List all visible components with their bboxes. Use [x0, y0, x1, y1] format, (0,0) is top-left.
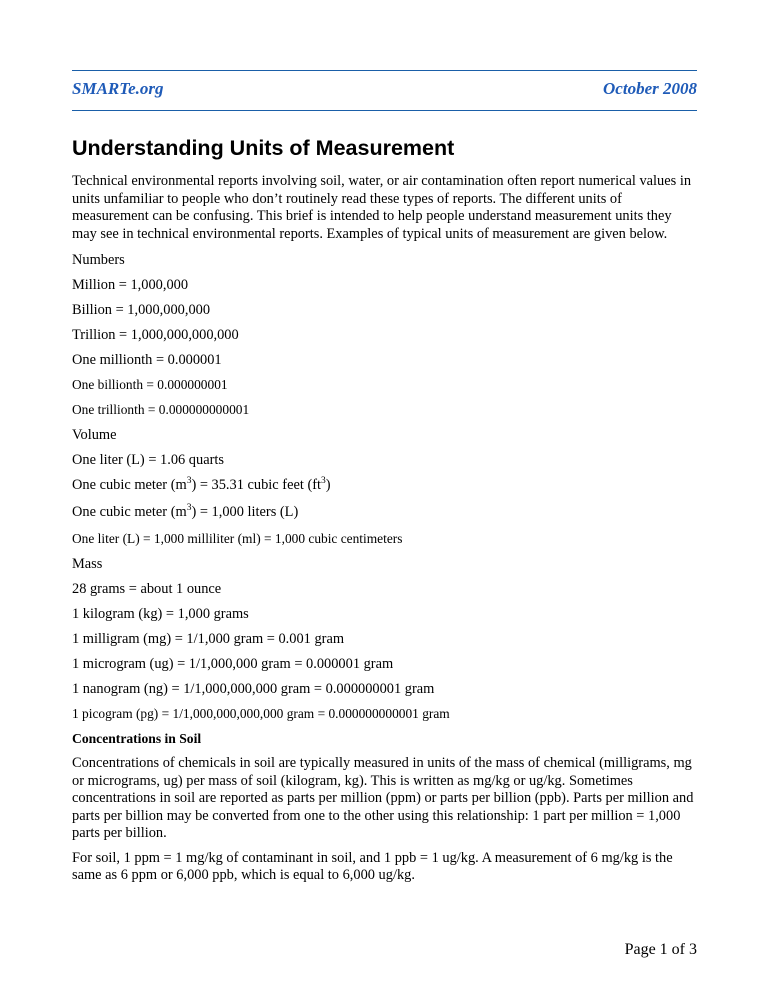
- header-rule-bottom: [72, 110, 697, 111]
- volume-text: ): [325, 477, 331, 493]
- soil-paragraph: Concentrations of chemicals in soil are typically measured in units of the mass of chemical (milligrams, mg or micrograms, ug) per mass of soil (kilogram, kg). This is written as mg/kg or ug/kg. Sometimes concentrations in soil are reported as parts per million (ppm) or parts per billion (ppb). Parts per million and parts per billion may be converted from one to the other using this relationship: 1 part per million = 1,000 parts per billion.: [72, 755, 694, 841]
- mass-heading: Mass: [72, 556, 103, 572]
- page-title: Understanding Units of Measurement: [72, 136, 455, 160]
- volume-text: One cubic meter (m: [72, 477, 187, 493]
- mass-item: 28 grams = about 1 ounce: [72, 581, 222, 597]
- mass-item: 1 nanogram (ng) = 1/1,000,000,000 gram = 0.000000001 gram: [72, 681, 435, 697]
- mass-item: 1 milligram (mg) = 1/1,000 gram = 0.001 gram: [72, 631, 345, 647]
- header-rule-top: [72, 70, 697, 71]
- superscript: 3: [186, 503, 192, 513]
- numbers-item: One billionth = 0.000000001: [72, 377, 228, 392]
- mass-item: 1 kilogram (kg) = 1,000 grams: [72, 606, 249, 622]
- volume-text: ) = 35.31 cubic feet (ft: [191, 477, 322, 493]
- soil-paragraph: For soil, 1 ppm = 1 mg/kg of contaminant in soil, and 1 ppb = 1 ug/kg. A measurement of 6 mg/kg is the same as 6 ppm or 6,000 ppb, which is equal to 6,000 ug/kg.: [72, 849, 673, 883]
- numbers-item: One trillionth = 0.000000000001: [72, 402, 250, 417]
- volume-text: One cubic meter (m: [72, 504, 187, 520]
- numbers-item: Billion = 1,000,000,000: [72, 302, 211, 318]
- volume-heading: Volume: [72, 427, 117, 443]
- soil-heading: Concentrations in Soil: [72, 731, 202, 746]
- numbers-heading: Numbers: [72, 252, 125, 268]
- volume-item: One liter (L) = 1.06 quarts: [72, 452, 224, 468]
- volume-item: [72, 503, 698, 530]
- numbers-item: Million = 1,000,000: [72, 277, 189, 293]
- volume-item: [72, 476, 698, 503]
- mass-item: 1 microgram (ug) = 1/1,000,000 gram = 0.000001 gram: [72, 656, 394, 672]
- mass-item: 1 picogram (pg) = 1/1,000,000,000,000 gram = 0.000000000001 gram: [72, 706, 450, 721]
- document-body: [72, 173, 698, 885]
- header-date: October 2008: [603, 79, 697, 98]
- header-site: SMARTe.org: [72, 79, 164, 98]
- volume-text: ) = 1,000 liters (L): [191, 504, 299, 520]
- page-number: Page 1 of 3: [624, 941, 697, 958]
- superscript: 3: [186, 476, 192, 486]
- superscript: 3: [321, 476, 326, 486]
- intro-paragraph: Technical environmental reports involving soil, water, or air contamination often report numerical values in units unfamiliar to people who don’t routinely read these types of reports. The different units of measurement can be confusing. This brief is intended to help people understand measurement units they may see in technical environmental reports. Examples of typical units of measurement are given below.: [72, 173, 692, 242]
- numbers-item: One millionth = 0.000001: [72, 352, 222, 368]
- numbers-item: Trillion = 1,000,000,000,000: [72, 327, 239, 343]
- volume-item: One liter (L) = 1,000 milliliter (ml) = 1,000 cubic centimeters: [72, 531, 403, 546]
